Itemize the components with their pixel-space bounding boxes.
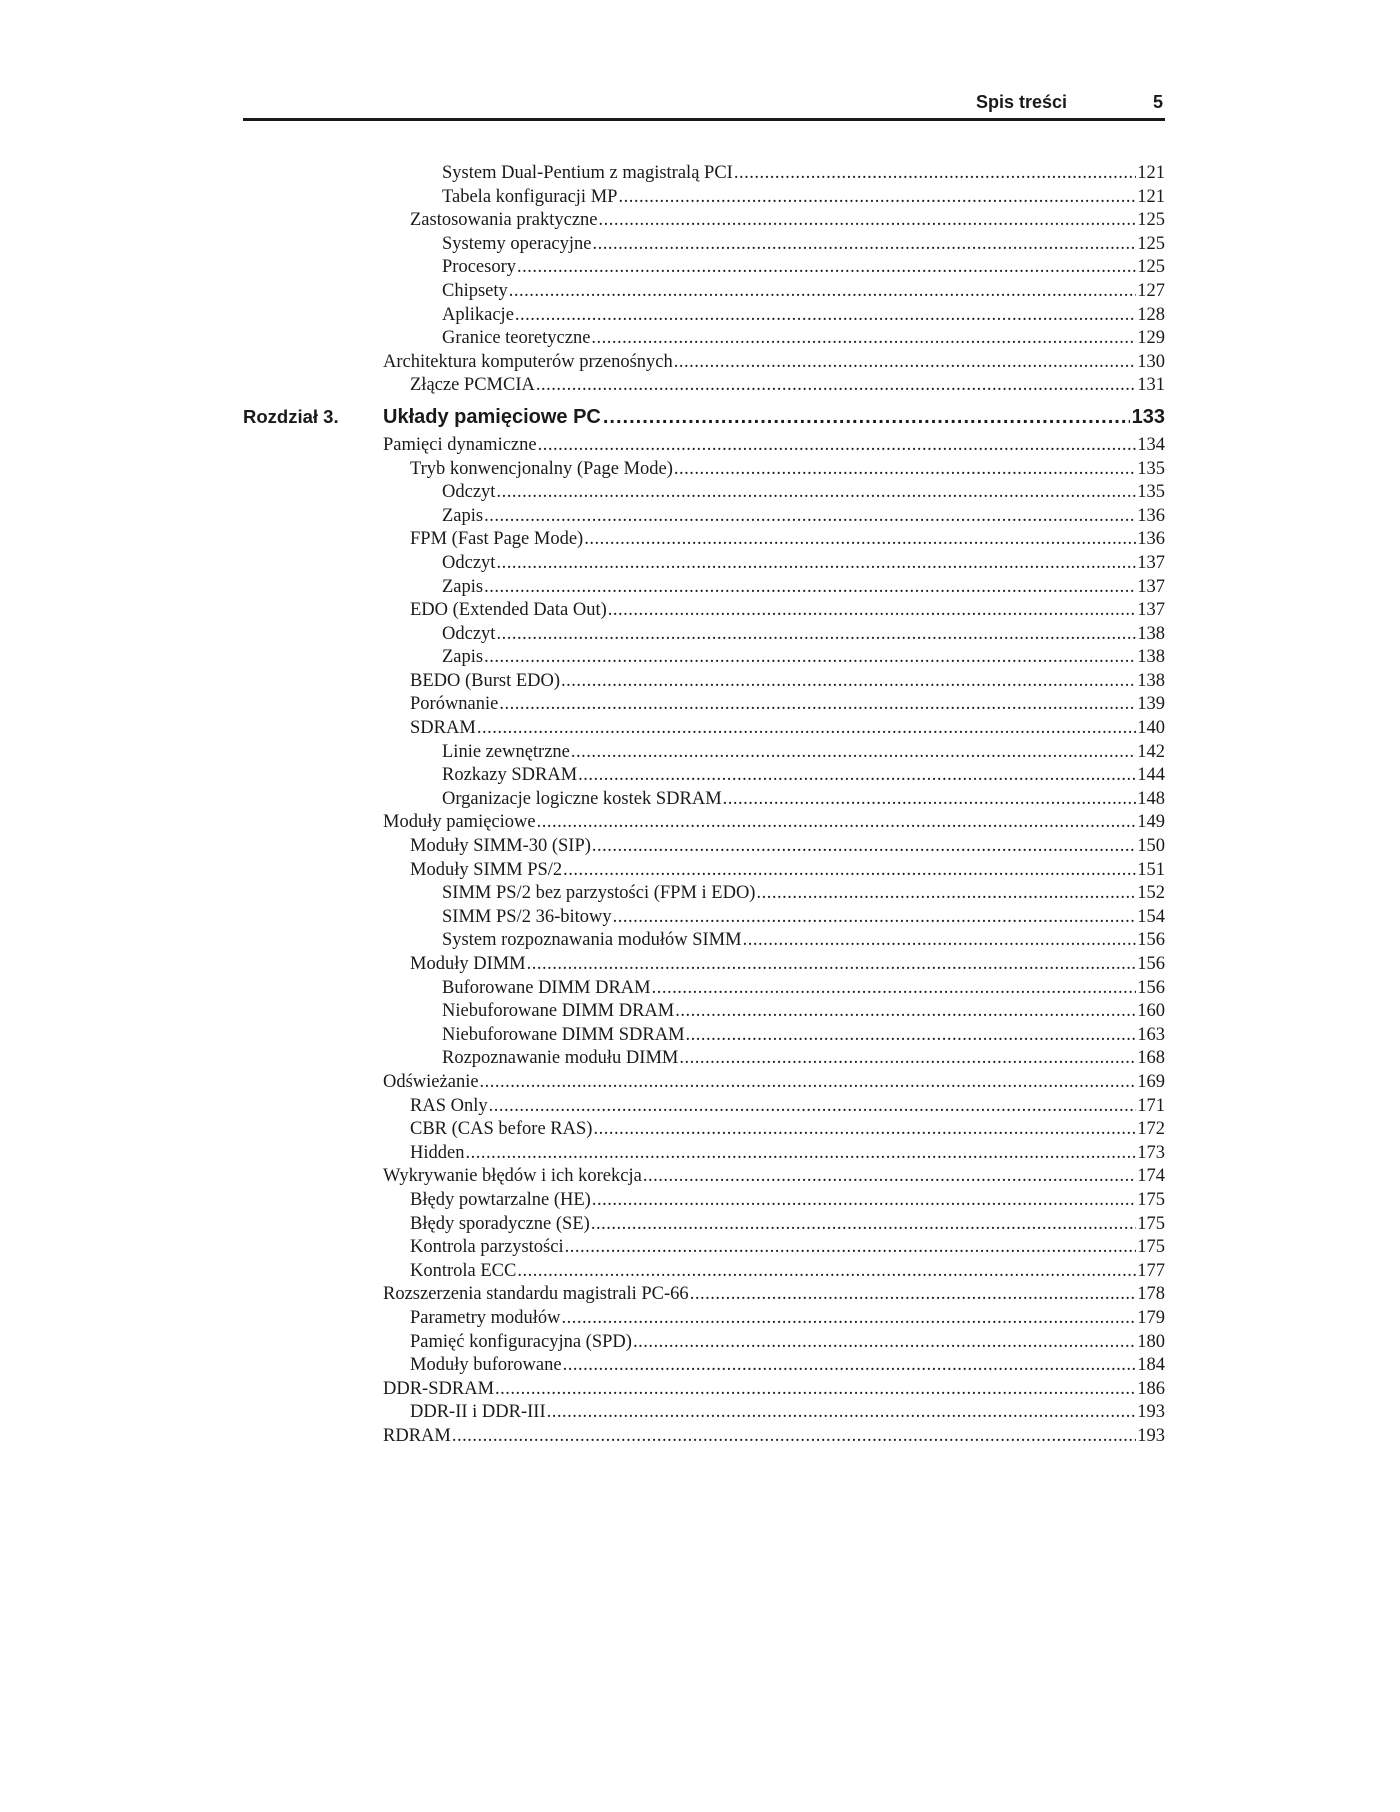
toc-entry[interactable] xyxy=(243,907,1165,931)
toc-entry-label: Moduły pamięciowe xyxy=(383,812,536,833)
toc-entry-page-number: 151 xyxy=(1137,859,1165,880)
toc-entry-label: Kontrola ECC xyxy=(410,1260,517,1281)
toc-entry[interactable] xyxy=(243,375,1165,399)
toc-entry-page-number: 138 xyxy=(1137,623,1165,644)
toc-entry[interactable] xyxy=(243,305,1165,329)
toc-entry-label: Linie zewnętrzne xyxy=(442,741,570,762)
toc-entry[interactable] xyxy=(243,210,1165,234)
toc-entry-page-number: 193 xyxy=(1137,1402,1165,1423)
table-of-contents xyxy=(243,163,1165,1449)
toc-entry-page-number: 163 xyxy=(1137,1024,1165,1045)
toc-entry[interactable] xyxy=(243,1072,1165,1096)
toc-entry[interactable] xyxy=(243,1190,1165,1214)
toc-entry-page-number: 193 xyxy=(1137,1425,1165,1446)
toc-entry-page-number: 174 xyxy=(1137,1166,1165,1187)
toc-leader-dots xyxy=(565,1237,1137,1258)
toc-entry-label: Rozszerzenia standardu magistrali PC-66 xyxy=(383,1284,689,1305)
toc-leader-dots xyxy=(452,1426,1136,1447)
toc-entry[interactable] xyxy=(243,187,1165,211)
toc-entry-label: Odświeżanie xyxy=(383,1071,479,1092)
toc-entry[interactable] xyxy=(243,529,1165,553)
toc-entry-label: Odczyt xyxy=(442,552,496,573)
toc-section-before-chapter xyxy=(243,163,1165,399)
toc-entry-page-number: 175 xyxy=(1137,1189,1165,1210)
toc-leader-dots xyxy=(509,281,1136,302)
toc-entry-label: DDR-SDRAM xyxy=(383,1378,495,1399)
toc-leader-dots xyxy=(561,671,1136,692)
toc-entry-page-number: 186 xyxy=(1137,1378,1165,1399)
toc-entry[interactable] xyxy=(243,1379,1165,1403)
header-page-number: 5 xyxy=(1152,92,1163,112)
toc-entry-page-number: 138 xyxy=(1137,647,1165,668)
toc-entry-page-number: 129 xyxy=(1137,328,1165,349)
toc-entry[interactable] xyxy=(243,860,1165,884)
toc-entry-page-number: 156 xyxy=(1137,954,1165,974)
toc-entry-label: System rozpoznawania modułów SIMM xyxy=(442,930,742,951)
toc-leader-dots xyxy=(578,765,1136,786)
toc-leader-dots xyxy=(633,1332,1136,1353)
toc-entry-page-number: 171 xyxy=(1137,1095,1165,1116)
toc-entry-page-number: 121 xyxy=(1137,163,1165,183)
toc-entry-page-number: 137 xyxy=(1137,600,1165,621)
toc-entry-label: Błędy powtarzalne (HE) xyxy=(410,1189,591,1210)
toc-entry[interactable] xyxy=(243,482,1165,506)
toc-entry-page-number: 179 xyxy=(1137,1307,1165,1328)
toc-leader-dots xyxy=(484,647,1136,668)
toc-entry-label: Zapis xyxy=(442,647,484,668)
toc-leader-dots xyxy=(593,1119,1136,1140)
toc-leader-dots xyxy=(495,1379,1136,1400)
toc-entry[interactable] xyxy=(243,1025,1165,1049)
toc-leader-dots xyxy=(679,1048,1136,1069)
toc-entry[interactable] xyxy=(243,459,1165,483)
toc-entry-page-number: 136 xyxy=(1137,529,1165,550)
toc-entry[interactable] xyxy=(243,812,1165,836)
toc-leader-dots xyxy=(563,860,1136,881)
toc-entry[interactable] xyxy=(243,577,1165,601)
toc-entry-label: EDO (Extended Data Out) xyxy=(410,600,607,621)
toc-entry-page-number: 137 xyxy=(1137,552,1165,573)
toc-leader-dots xyxy=(613,907,1137,928)
toc-entry-label: BEDO (Burst EDO) xyxy=(410,670,561,691)
toc-entry-label: RDRAM xyxy=(383,1425,451,1446)
chapter-page-number: 133 xyxy=(1131,405,1165,428)
toc-leader-dots xyxy=(562,1308,1137,1329)
toc-entry[interactable] xyxy=(243,553,1165,577)
toc-entry[interactable] xyxy=(243,718,1165,742)
toc-leader-dots xyxy=(584,529,1136,550)
toc-entry[interactable] xyxy=(243,1143,1165,1167)
toc-entry[interactable] xyxy=(243,163,1165,187)
toc-leader-dots xyxy=(496,482,1136,503)
toc-entry[interactable] xyxy=(243,954,1165,978)
toc-entry-label: Procesory xyxy=(442,257,516,278)
toc-entry[interactable] xyxy=(243,234,1165,258)
toc-entry-label: Moduły DIMM xyxy=(410,954,526,974)
toc-entry[interactable] xyxy=(243,1284,1165,1308)
toc-entry-label: Zapis xyxy=(442,505,484,526)
toc-entry-label: Architektura komputerów przenośnych xyxy=(383,351,673,372)
toc-entry[interactable] xyxy=(243,352,1165,376)
toc-entry-label: Moduły buforowane xyxy=(410,1355,562,1376)
toc-leader-dots xyxy=(734,163,1136,184)
toc-leader-dots xyxy=(686,1025,1137,1046)
toc-entry-label: DDR-II i DDR-III xyxy=(410,1402,546,1423)
toc-leader-dots xyxy=(499,694,1136,715)
toc-leader-dots xyxy=(484,506,1136,527)
toc-entry-page-number: 121 xyxy=(1137,186,1165,207)
toc-entry-page-number: 160 xyxy=(1137,1001,1165,1022)
toc-entry-label: Odczyt xyxy=(442,623,496,644)
toc-entry-page-number: 149 xyxy=(1137,812,1165,833)
toc-entry-label: Granice teoretyczne xyxy=(442,328,591,349)
toc-leader-dots xyxy=(517,257,1136,278)
toc-entry-label: SDRAM xyxy=(410,718,476,739)
toc-entry-label: Chipsety xyxy=(442,280,508,301)
toc-entry-label: FPM (Fast Page Mode) xyxy=(410,529,584,550)
toc-leader-dots xyxy=(489,1096,1137,1117)
toc-entry[interactable] xyxy=(243,978,1165,1002)
toc-entry-label: Zapis xyxy=(442,576,484,597)
toc-entry-page-number: 172 xyxy=(1137,1119,1165,1140)
toc-leader-dots xyxy=(643,1166,1136,1187)
toc-entry-label: Rozkazy SDRAM xyxy=(442,765,578,786)
toc-entry-page-number: 173 xyxy=(1137,1142,1165,1163)
toc-leader-dots xyxy=(480,1072,1137,1093)
running-header xyxy=(243,86,1165,121)
toc-entry-page-number: 125 xyxy=(1137,210,1165,231)
toc-entry[interactable] xyxy=(243,281,1165,305)
toc-entry-page-number: 184 xyxy=(1137,1355,1165,1376)
toc-entry-page-number: 139 xyxy=(1137,694,1165,715)
chapter-heading[interactable] xyxy=(243,406,1165,435)
toc-entry[interactable] xyxy=(243,1001,1165,1025)
toc-entry[interactable] xyxy=(243,506,1165,530)
toc-entry[interactable] xyxy=(243,742,1165,766)
toc-entry-label: Niebuforowane DIMM DRAM xyxy=(442,1001,675,1022)
toc-entry-label: Porównanie xyxy=(410,694,499,715)
toc-entry[interactable] xyxy=(243,1261,1165,1285)
toc-leader-dots xyxy=(536,375,1136,396)
toc-entry[interactable] xyxy=(243,1214,1165,1238)
toc-leader-dots xyxy=(515,305,1136,326)
toc-entry-label: Odczyt xyxy=(442,482,496,503)
toc-entry[interactable] xyxy=(243,930,1165,954)
toc-entry-page-number: 136 xyxy=(1137,505,1165,526)
toc-leader-dots xyxy=(618,187,1136,208)
toc-leader-dots xyxy=(547,1402,1137,1423)
toc-leader-dots xyxy=(496,553,1136,574)
toc-entry[interactable] xyxy=(243,1166,1165,1190)
toc-entry-label: Pamięć konfiguracyjna (SPD) xyxy=(410,1331,632,1352)
toc-leader-dots xyxy=(674,459,1136,480)
toc-section-chapter-3 xyxy=(243,435,1165,1450)
toc-entry-label: Parametry modułów xyxy=(410,1307,561,1328)
toc-entry[interactable] xyxy=(243,1096,1165,1120)
chapter-leader-dots xyxy=(603,406,1130,429)
toc-leader-dots xyxy=(591,328,1136,349)
toc-entry-label: Organizacje logiczne kostek SDRAM xyxy=(442,788,722,809)
toc-entry[interactable] xyxy=(243,1332,1165,1356)
toc-entry-label: Systemy operacyjne xyxy=(442,233,592,254)
toc-entry[interactable] xyxy=(243,328,1165,352)
toc-entry[interactable] xyxy=(243,257,1165,281)
toc-leader-dots xyxy=(465,1143,1136,1164)
toc-entry-label: Błędy sporadyczne (SE) xyxy=(410,1213,590,1234)
toc-leader-dots xyxy=(537,812,1137,833)
toc-entry[interactable] xyxy=(243,1308,1165,1332)
toc-leader-dots xyxy=(723,789,1137,810)
toc-entry-page-number: 180 xyxy=(1137,1331,1165,1352)
toc-entry-page-number: 144 xyxy=(1137,765,1165,786)
toc-entry-page-number: 125 xyxy=(1137,257,1165,278)
toc-leader-dots xyxy=(563,1355,1137,1376)
toc-entry[interactable] xyxy=(243,883,1165,907)
toc-entry-page-number: 156 xyxy=(1137,977,1165,998)
toc-entry[interactable] xyxy=(243,1355,1165,1379)
toc-leader-dots xyxy=(592,836,1136,857)
toc-entry-label: Pamięci dynamiczne xyxy=(383,434,537,455)
toc-leader-dots xyxy=(538,435,1137,456)
toc-entry-label: Zastosowania praktyczne xyxy=(410,210,598,231)
toc-leader-dots xyxy=(484,577,1136,598)
toc-entry-page-number: 148 xyxy=(1137,788,1165,809)
toc-entry-page-number: 140 xyxy=(1137,718,1165,739)
chapter-title: Układy pamięciowe PC xyxy=(383,405,601,428)
toc-leader-dots xyxy=(599,210,1137,231)
toc-entry-page-number: 137 xyxy=(1137,576,1165,597)
toc-entry-label: Złącze PCMCIA xyxy=(410,375,535,396)
toc-entry-label: SIMM PS/2 36-bitowy xyxy=(442,906,612,927)
toc-leader-dots xyxy=(593,234,1137,255)
toc-leader-dots xyxy=(652,978,1137,999)
toc-entry[interactable] xyxy=(243,671,1165,695)
toc-entry[interactable] xyxy=(243,1237,1165,1261)
toc-entry-page-number: 175 xyxy=(1137,1213,1165,1234)
toc-entry-page-number: 168 xyxy=(1137,1048,1165,1069)
toc-entry-label: Moduły SIMM PS/2 xyxy=(410,859,563,880)
toc-leader-dots xyxy=(608,600,1136,621)
toc-leader-dots xyxy=(571,742,1136,763)
toc-entry-page-number: 154 xyxy=(1137,906,1165,927)
toc-entry-page-number: 178 xyxy=(1137,1284,1165,1305)
toc-entry[interactable] xyxy=(243,624,1165,648)
toc-entry-page-number: 169 xyxy=(1137,1071,1165,1092)
toc-leader-dots xyxy=(674,352,1137,373)
toc-entry-label: Tabela konfiguracji MP xyxy=(442,186,618,207)
toc-entry[interactable] xyxy=(243,1119,1165,1143)
toc-entry-page-number: 128 xyxy=(1137,304,1165,325)
toc-entry-page-number: 152 xyxy=(1137,883,1165,904)
toc-leader-dots xyxy=(690,1284,1137,1305)
toc-entry-label: Buforowane DIMM DRAM xyxy=(442,977,651,998)
toc-leader-dots xyxy=(756,883,1136,904)
toc-entry-page-number: 125 xyxy=(1137,233,1165,254)
toc-entry-page-number: 130 xyxy=(1137,351,1165,372)
toc-entry-label: Moduły SIMM-30 (SIP) xyxy=(410,836,591,857)
toc-entry-label: SIMM PS/2 bez parzystości (FPM i EDO) xyxy=(442,883,756,904)
toc-entry-page-number: 131 xyxy=(1137,375,1165,396)
toc-leader-dots xyxy=(527,954,1137,975)
toc-entry-page-number: 177 xyxy=(1137,1260,1165,1281)
toc-entry-page-number: 156 xyxy=(1137,930,1165,951)
toc-entry[interactable] xyxy=(243,600,1165,624)
toc-entry-label: Wykrywanie błędów i ich korekcja xyxy=(383,1166,642,1187)
toc-entry[interactable] xyxy=(243,1402,1165,1426)
toc-entry-page-number: 127 xyxy=(1137,280,1165,301)
toc-entry-label: Niebuforowane DIMM SDRAM xyxy=(442,1024,685,1045)
toc-entry-label: Kontrola parzystości xyxy=(410,1237,564,1258)
toc-leader-dots xyxy=(477,718,1136,739)
toc-leader-dots xyxy=(591,1214,1136,1235)
toc-entry-label: Tryb konwencjonalny (Page Mode) xyxy=(410,458,673,479)
toc-leader-dots xyxy=(675,1001,1136,1022)
toc-leader-dots xyxy=(517,1261,1136,1282)
toc-entry-label: RAS Only xyxy=(410,1095,488,1116)
toc-entry[interactable] xyxy=(243,1048,1165,1072)
toc-entry-label: Hidden xyxy=(410,1142,465,1163)
chapter-number: Rozdział 3. xyxy=(243,405,339,427)
toc-entry-page-number: 138 xyxy=(1137,670,1165,691)
toc-entry-label: System Dual-Pentium z magistralą PCI xyxy=(442,163,733,183)
toc-entry[interactable] xyxy=(243,647,1165,671)
toc-leader-dots xyxy=(743,930,1137,951)
toc-entry-page-number: 142 xyxy=(1137,741,1165,762)
toc-entry[interactable] xyxy=(243,836,1165,860)
toc-entry-label: Rozpoznawanie modułu DIMM xyxy=(442,1048,679,1069)
toc-entry[interactable] xyxy=(243,435,1165,459)
toc-entry-label: CBR (CAS before RAS) xyxy=(410,1119,593,1140)
toc-entry[interactable] xyxy=(243,694,1165,718)
toc-entry[interactable] xyxy=(243,1426,1165,1450)
toc-leader-dots xyxy=(496,624,1136,645)
toc-leader-dots xyxy=(592,1190,1136,1211)
toc-entry-page-number: 135 xyxy=(1137,458,1165,479)
header-title: Spis treści xyxy=(975,92,1067,112)
toc-entry[interactable] xyxy=(243,789,1165,813)
toc-entry-label: Aplikacje xyxy=(442,304,514,325)
toc-entry-page-number: 134 xyxy=(1137,434,1165,455)
toc-entry[interactable] xyxy=(243,765,1165,789)
toc-entry-page-number: 135 xyxy=(1137,482,1165,503)
toc-entry-page-number: 175 xyxy=(1137,1237,1165,1258)
toc-entry-page-number: 150 xyxy=(1137,836,1165,857)
